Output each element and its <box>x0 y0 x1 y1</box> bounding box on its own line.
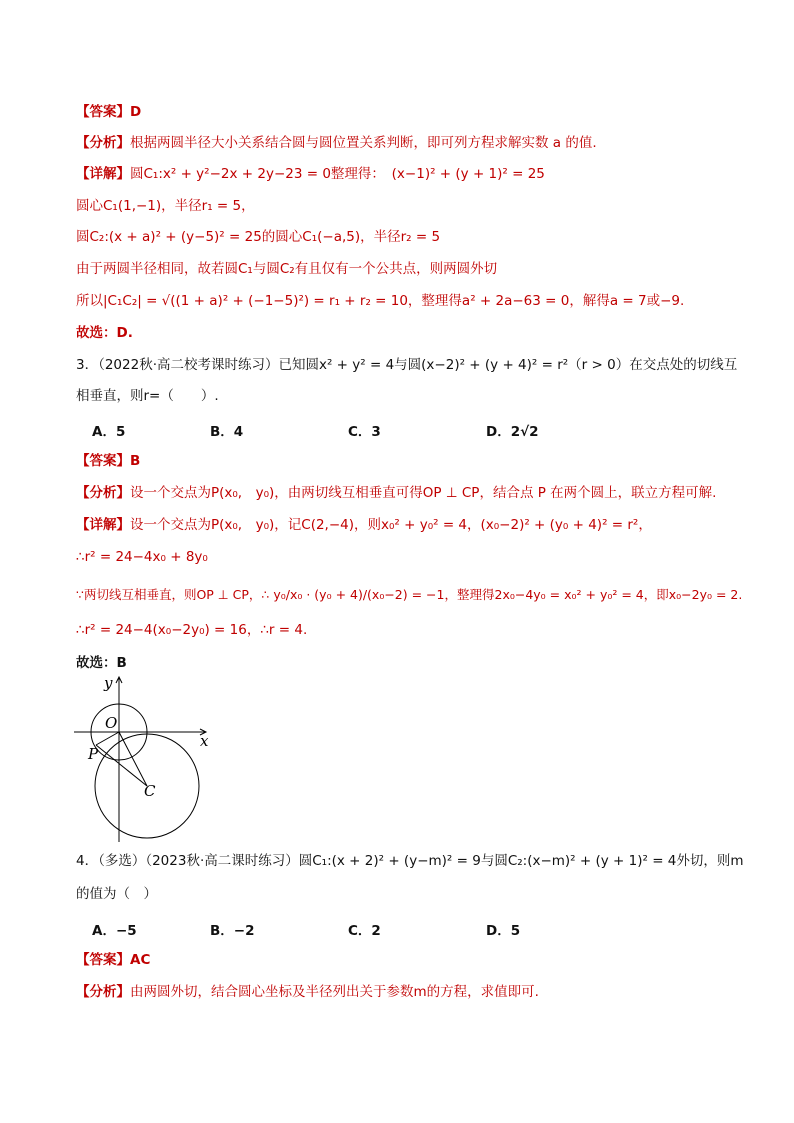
circles-figure <box>70 672 220 848</box>
answer-tag: 【答案】 <box>76 104 130 120</box>
q4-option-b: B．−2 <box>210 923 255 939</box>
q2-choice-line: 故选：D. <box>76 325 133 341</box>
analysis-tag: 【分析】 <box>76 984 130 1000</box>
segment-oc <box>119 732 147 786</box>
q3-detail-line-3: ∵两切线互相垂直，则OP ⊥ CP，∴ y₀/x₀ · (y₀ + 4)/(x₀−2) = −1，整理得2x₀−4y₀ = x₀² + y₀² = 4，即x₀−2y₀ = 2. <box>76 587 743 602</box>
analysis-tag: 【分析】 <box>76 485 130 501</box>
q3-detail-line-2: ∴r² = 24−4x₀ + 8y₀ <box>76 549 208 565</box>
q3-detail-line-4: ∴r² = 24−4(x₀−2y₀) = 16，∴r = 4. <box>76 622 308 638</box>
label-c: C <box>144 782 156 800</box>
analysis-text: 由两圆外切，结合圆心坐标及半径列出关于参数m的方程，求值即可. <box>130 984 539 1000</box>
q2-detail-line-3: 圆C₂:(x + a)² + (y−5)² = 25的圆心C₁(−a,5)，半径r₂ = 5 <box>76 229 441 245</box>
q2-detail-line-5: 所以|C₁C₂| = √((1 + a)² + (−1−5)²) = r₁ + r₂ = 10，整理得a² + 2a−63 = 0，解得a = 7或−9. <box>76 293 685 309</box>
q3-stem-line-1: 3．（2022秋·高二校考课时练习）已知圆x² + y² = 4与圆(x−2)² + (y + 4)² = r²（r > 0）在交点处的切线互 <box>76 357 738 373</box>
analysis-tag: 【分析】 <box>76 135 130 151</box>
detail-tag: 【详解】 <box>76 166 130 182</box>
q3-stem-line-2: 相垂直，则r=（ ）. <box>76 388 219 404</box>
segment-op <box>96 732 119 745</box>
q3-detail-line-1 <box>76 516 652 534</box>
answer-value: B <box>130 453 141 469</box>
label-o: O <box>105 714 118 732</box>
answer-tag: 【答案】 <box>76 453 130 469</box>
q4-stem-line-2: 的值为（ ） <box>76 886 157 902</box>
q4-option-c: C．2 <box>348 923 381 939</box>
answer-value: D <box>130 104 142 120</box>
analysis-text: 根据两圆半径大小关系结合圆与圆位置关系判断，即可列方程求解实数 a 的值. <box>130 135 597 151</box>
q3-option-c: C．3 <box>348 424 381 440</box>
q4-option-a: A．−5 <box>92 923 137 939</box>
q4-analysis-line <box>76 983 539 1001</box>
analysis-text: 设一个交点为P(x₀, y₀)，由两切线互相垂直可得OP ⊥ CP，结合点 P 在两个圆上，联立方程可解. <box>130 485 717 501</box>
q3-option-b: B．4 <box>210 424 244 440</box>
answer-tag: 【答案】 <box>76 952 130 968</box>
q2-analysis-line <box>76 134 597 152</box>
q3-option-a: A．5 <box>92 424 126 440</box>
q4-option-d: D．5 <box>486 923 521 939</box>
q2-detail-line-2: 圆心C₁(1,−1)，半径r₁ = 5， <box>76 198 255 214</box>
label-x: x <box>200 732 209 750</box>
detail-text: 圆C₁:x² + y²−2x + 2y−23 = 0整理得： (x−1)² + (y + 1)² = 25 <box>130 166 545 182</box>
q2-detail-line-4: 由于两圆半径相同，故若圆C₁与圆C₂有且仅有一个公共点，则两圆外切 <box>76 261 498 277</box>
q4-stem-line-1: 4．（多选）（2023秋·高二课时练习）圆C₁:(x + 2)² + (y−m)² = 9与圆C₂:(x−m)² + (y + 1)² = 4外切，则m <box>76 853 744 869</box>
detail-text: 设一个交点为P(x₀, y₀)，记C(2,−4)，则x₀² + y₀² = 4，(x₀−2)² + (y₀ + 4)² = r²， <box>130 517 652 533</box>
q3-answer-line <box>76 452 140 470</box>
label-p: P <box>88 745 99 763</box>
detail-tag: 【详解】 <box>76 517 130 533</box>
q2-detail-line-1 <box>76 165 545 183</box>
q3-choice-line: 故选：B <box>76 655 127 671</box>
label-y: y <box>104 674 113 692</box>
q4-answer-line <box>76 951 150 969</box>
q3-analysis-line <box>76 484 716 502</box>
q3-option-d: D．2√2 <box>486 424 539 440</box>
q2-answer-line <box>76 103 141 121</box>
answer-value: AC <box>130 952 151 968</box>
